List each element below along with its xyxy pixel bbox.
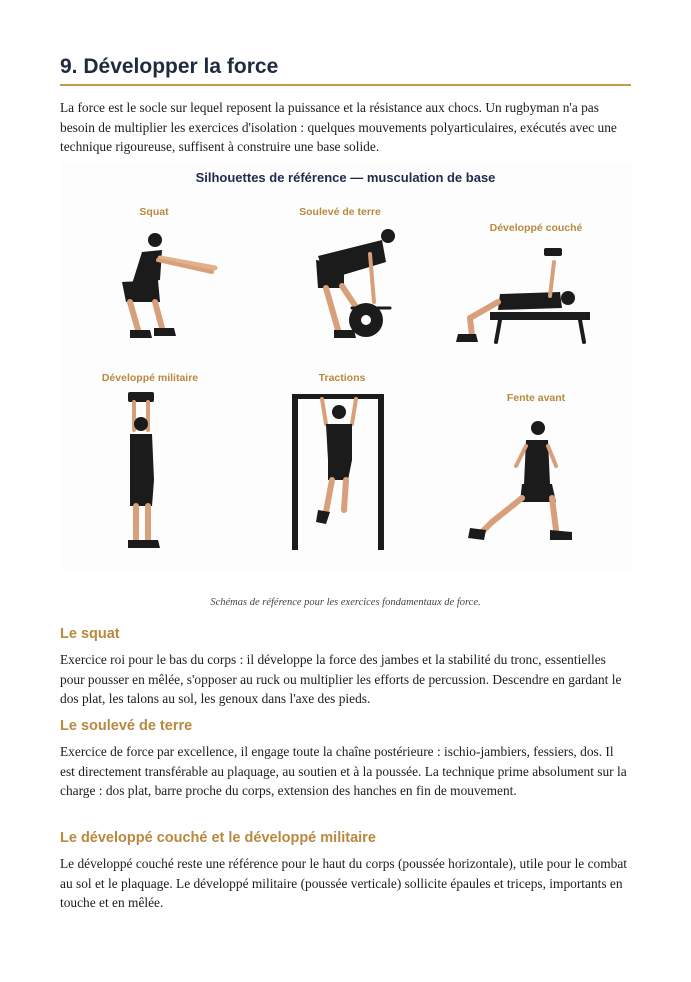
section-heading: 9. Développer la force <box>60 55 279 78</box>
paragraph-squat: Exercice roi pour le bas du corps : il développe la force des jambes et la stabilité du tronc, essentielles pour pousser en mêlée, s'opposer au ruck ou multiplier les efforts de percussion. Descendre en gardant le dos plat, les talons au sol, les genoux dans l'axe des pieds. <box>60 652 622 706</box>
figure-title: Silhouettes de référence — musculation de base <box>195 170 496 185</box>
deadlift-illustration <box>316 229 395 338</box>
exercise-figure <box>60 162 631 572</box>
subheading-squat: Le squat <box>60 626 120 642</box>
figure-caption: Schémas de référence pour les exercices fondamentaux de force. <box>210 597 481 608</box>
lunge-illustration <box>468 421 572 540</box>
label-pullups: Tractions <box>318 372 366 384</box>
bench-press-illustration <box>456 248 590 342</box>
squat-illustration <box>122 233 215 338</box>
pullups-illustration <box>292 394 384 550</box>
label-military-press: Développé militaire <box>101 372 199 384</box>
military-press-illustration <box>128 392 160 548</box>
label-squat: Squat <box>139 206 169 218</box>
intro-paragraph: La force est le socle sur lequel reposent la puissance et la résistance aux chocs. Un rugbyman n'a pas besoin de multiplier les exercices d'isolation : quelques mouvements polyarticulaires, exécutés avec une technique rigoureuse, suffisent à construire une base solide. <box>60 100 617 154</box>
subheading-deadlift: Le soulevé de terre <box>60 718 193 734</box>
subheading-presses: Le développé couché et le développé militaire <box>60 830 376 846</box>
heading-rule <box>60 84 631 86</box>
label-lunge: Fente avant <box>506 392 566 404</box>
paragraph-deadlift: Exercice de force par excellence, il engage toute la chaîne postérieure : ischio-jambiers, fessiers, dos. Il est directement transférable au plaquage, au soutien et à la poussée. La technique prime absolument sur la charge : dos plat, barre proche du corps, extension des hanches en fin de mouvement. <box>60 744 627 798</box>
paragraph-presses: Le développé couché reste une référence pour le haut du corps (poussée horizontale), utile pour le combat au sol et le plaquage. Le développé militaire (poussée verticale) sollicite épaules et triceps, importants en touche et en mêlée. <box>60 856 628 910</box>
label-bench-press: Développé couché <box>489 222 583 234</box>
label-deadlift: Soulevé de terre <box>299 206 381 218</box>
